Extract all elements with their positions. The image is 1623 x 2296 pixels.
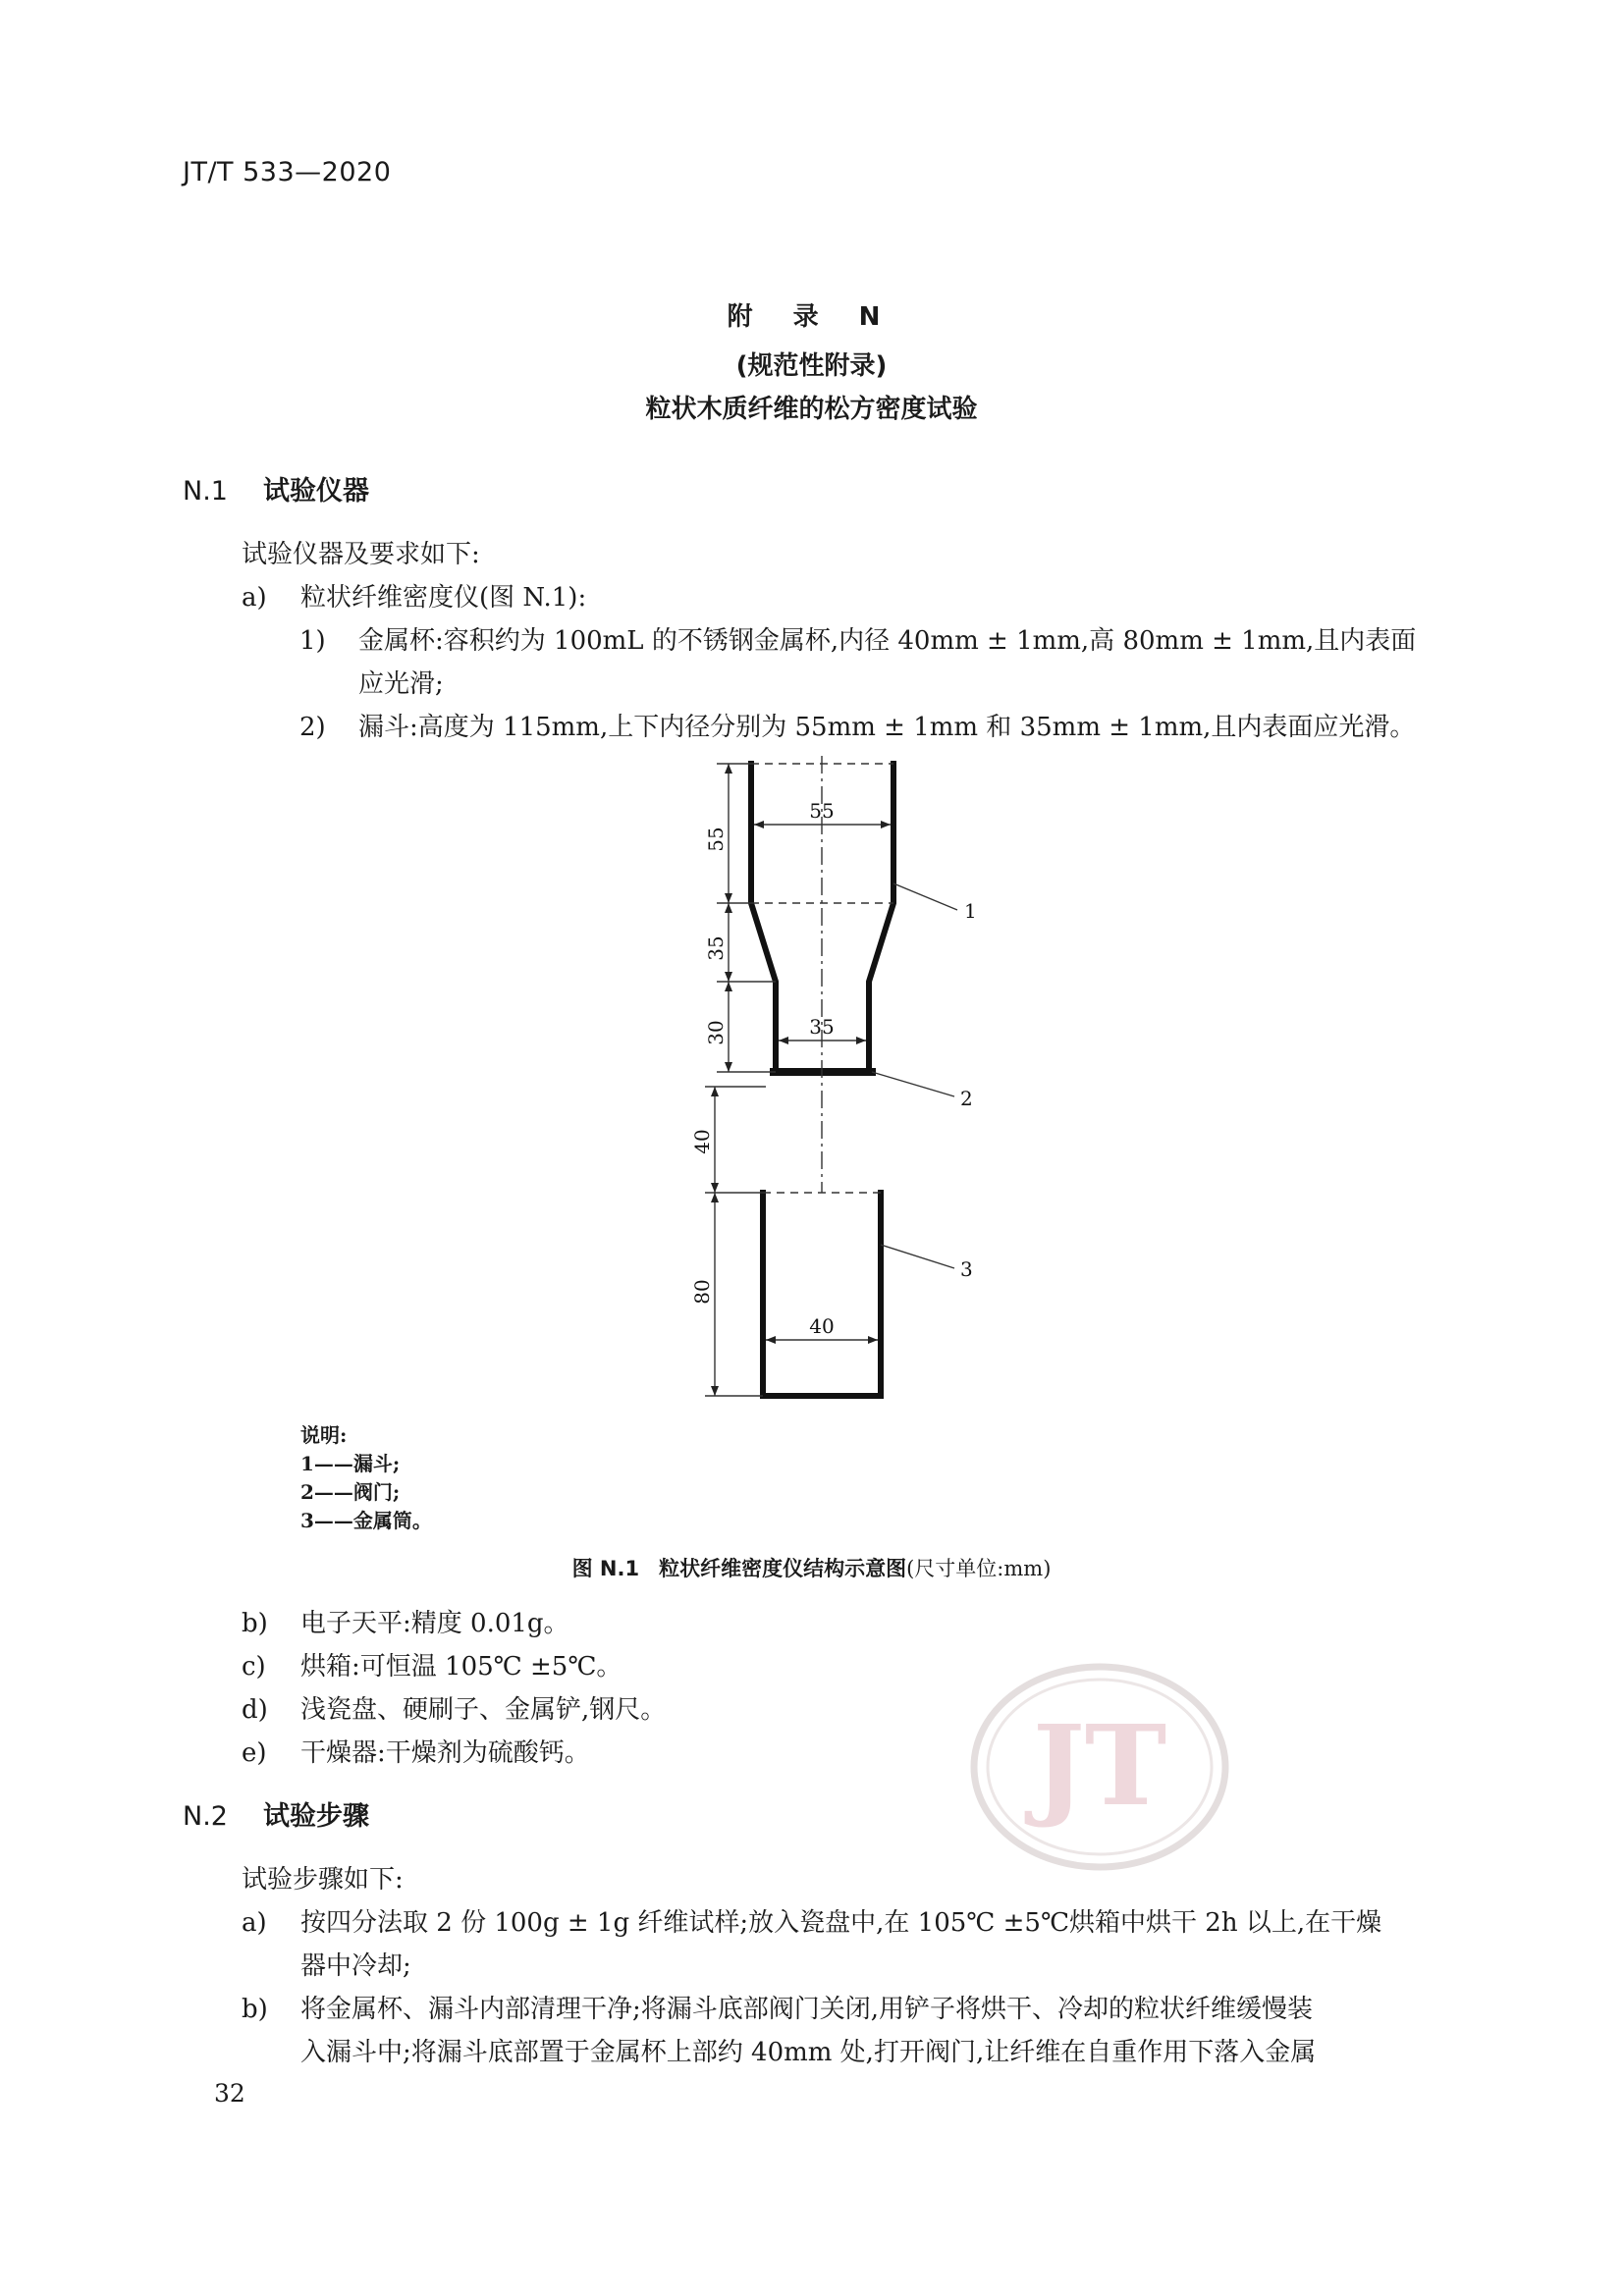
section-n1-number: N.1: [183, 476, 228, 507]
n1-intro: 试验仪器及要求如下:: [242, 540, 480, 569]
list-marker: a): [242, 583, 267, 613]
legend-item: 1——漏斗;: [300, 1452, 401, 1475]
caption-title: 粒状纤维密度仪结构示意图: [659, 1557, 907, 1580]
n1-sub-1: [299, 620, 1416, 657]
list-text: 金属杯:容积约为 100mL 的不锈钢金属杯,内径 40mm ± 1mm,高 80mm ± 1mm,且内表面: [358, 626, 1417, 656]
list-text: 粒状纤维密度仪(图 N.1):: [300, 583, 587, 613]
callout-2: 2: [960, 1087, 973, 1110]
list-text: 烘箱:可恒温 105℃ ±5℃。: [300, 1652, 622, 1682]
n1-item-d: [242, 1689, 666, 1726]
n1-item-c: [242, 1646, 622, 1682]
watermark-text: JT: [1032, 1702, 1167, 1831]
dim-funnel-neck-height: 30: [704, 1020, 728, 1045]
n2-item-a-cont: 器中冷却;: [300, 1951, 411, 1981]
dim-funnel-top-width: 55: [809, 799, 835, 823]
jt-watermark-logo: [967, 1659, 1232, 1875]
dim-cup-height: 80: [690, 1279, 714, 1305]
section-n2-heading: [183, 1794, 369, 1833]
figure-legend: [300, 1421, 432, 1535]
list-marker: e): [242, 1738, 267, 1768]
list-marker: b): [242, 1609, 268, 1638]
list-text: 漏斗:高度为 115mm,上下内径分别为 55mm ± 1mm 和 35mm ± 1mm,且内表面应光滑。: [358, 713, 1416, 742]
list-text: 按四分法取 2 份 100g ± 1g 纤维试样;放入瓷盘中,在 105℃ ±5℃烘箱中烘干 2h 以上,在干燥: [300, 1908, 1382, 1938]
section-n2-title: 试验步骤: [263, 1801, 369, 1832]
list-text: 电子天平:精度 0.01g。: [300, 1609, 569, 1638]
figure-caption: [0, 1553, 1623, 1582]
dim-cup-width: 40: [809, 1314, 835, 1338]
n2-item-b-cont: 入漏斗中;将漏斗底部置于金属杯上部约 40mm 处,打开阀门,让纤维在自重作用下落入金属: [300, 2038, 1317, 2067]
annex-label: 附 录 N: [727, 302, 896, 332]
dim-drop-height: 40: [690, 1129, 714, 1154]
n1-sub-1-cont: 应光滑;: [358, 669, 444, 699]
n1-sub-2: [299, 707, 1415, 743]
annex-title: 粒状木质纤维的松方密度试验: [645, 395, 978, 424]
list-text: 将金属杯、漏斗内部清理干净;将漏斗底部阀门关闭,用铲子将烘干、冷却的粒状纤维缓慢装: [300, 1995, 1314, 2024]
list-marker: d): [242, 1695, 268, 1725]
list-text: 浅瓷盘、硬刷子、金属铲,钢尺。: [300, 1695, 667, 1725]
legend-item: 2——阀门;: [300, 1480, 401, 1504]
standard-code-header: JT/T 533—2020: [183, 157, 392, 187]
legend-title: 说明:: [300, 1423, 348, 1447]
section-n2-number: N.2: [183, 1801, 228, 1832]
callout-3: 3: [960, 1257, 973, 1281]
n1-item-e: [242, 1733, 590, 1769]
n1-item-b: [242, 1603, 569, 1639]
list-marker: 1): [299, 626, 326, 656]
section-n1-heading: [183, 469, 369, 507]
annex-normative-note: (规范性附录): [735, 351, 888, 381]
metal-cup-outline: [763, 1193, 881, 1396]
legend-item: 3——金属筒。: [300, 1509, 432, 1532]
list-marker: 2): [299, 713, 326, 742]
n2-item-b: [242, 1989, 1313, 2025]
caption-number: 图 N.1: [571, 1557, 640, 1580]
callout-1: 1: [964, 899, 977, 923]
list-marker: c): [242, 1652, 266, 1682]
page-number: 32: [214, 2079, 245, 2108]
section-n1-title: 试验仪器: [263, 476, 369, 507]
n1-item-a: [242, 577, 586, 614]
dim-funnel-cone-height: 35: [704, 935, 728, 961]
n2-intro: 试验步骤如下:: [242, 1865, 404, 1895]
list-text: 干燥器:干燥剂为硫酸钙。: [300, 1738, 590, 1768]
density-apparatus-diagram: [648, 746, 1001, 1414]
dim-funnel-upper-height: 55: [704, 827, 728, 852]
dim-funnel-bottom-width: 35: [809, 1015, 835, 1039]
list-marker: a): [242, 1908, 267, 1938]
list-marker: b): [242, 1995, 268, 2024]
n2-item-a: [242, 1902, 1381, 1939]
caption-unit: (尺寸单位:mm): [906, 1557, 1052, 1580]
